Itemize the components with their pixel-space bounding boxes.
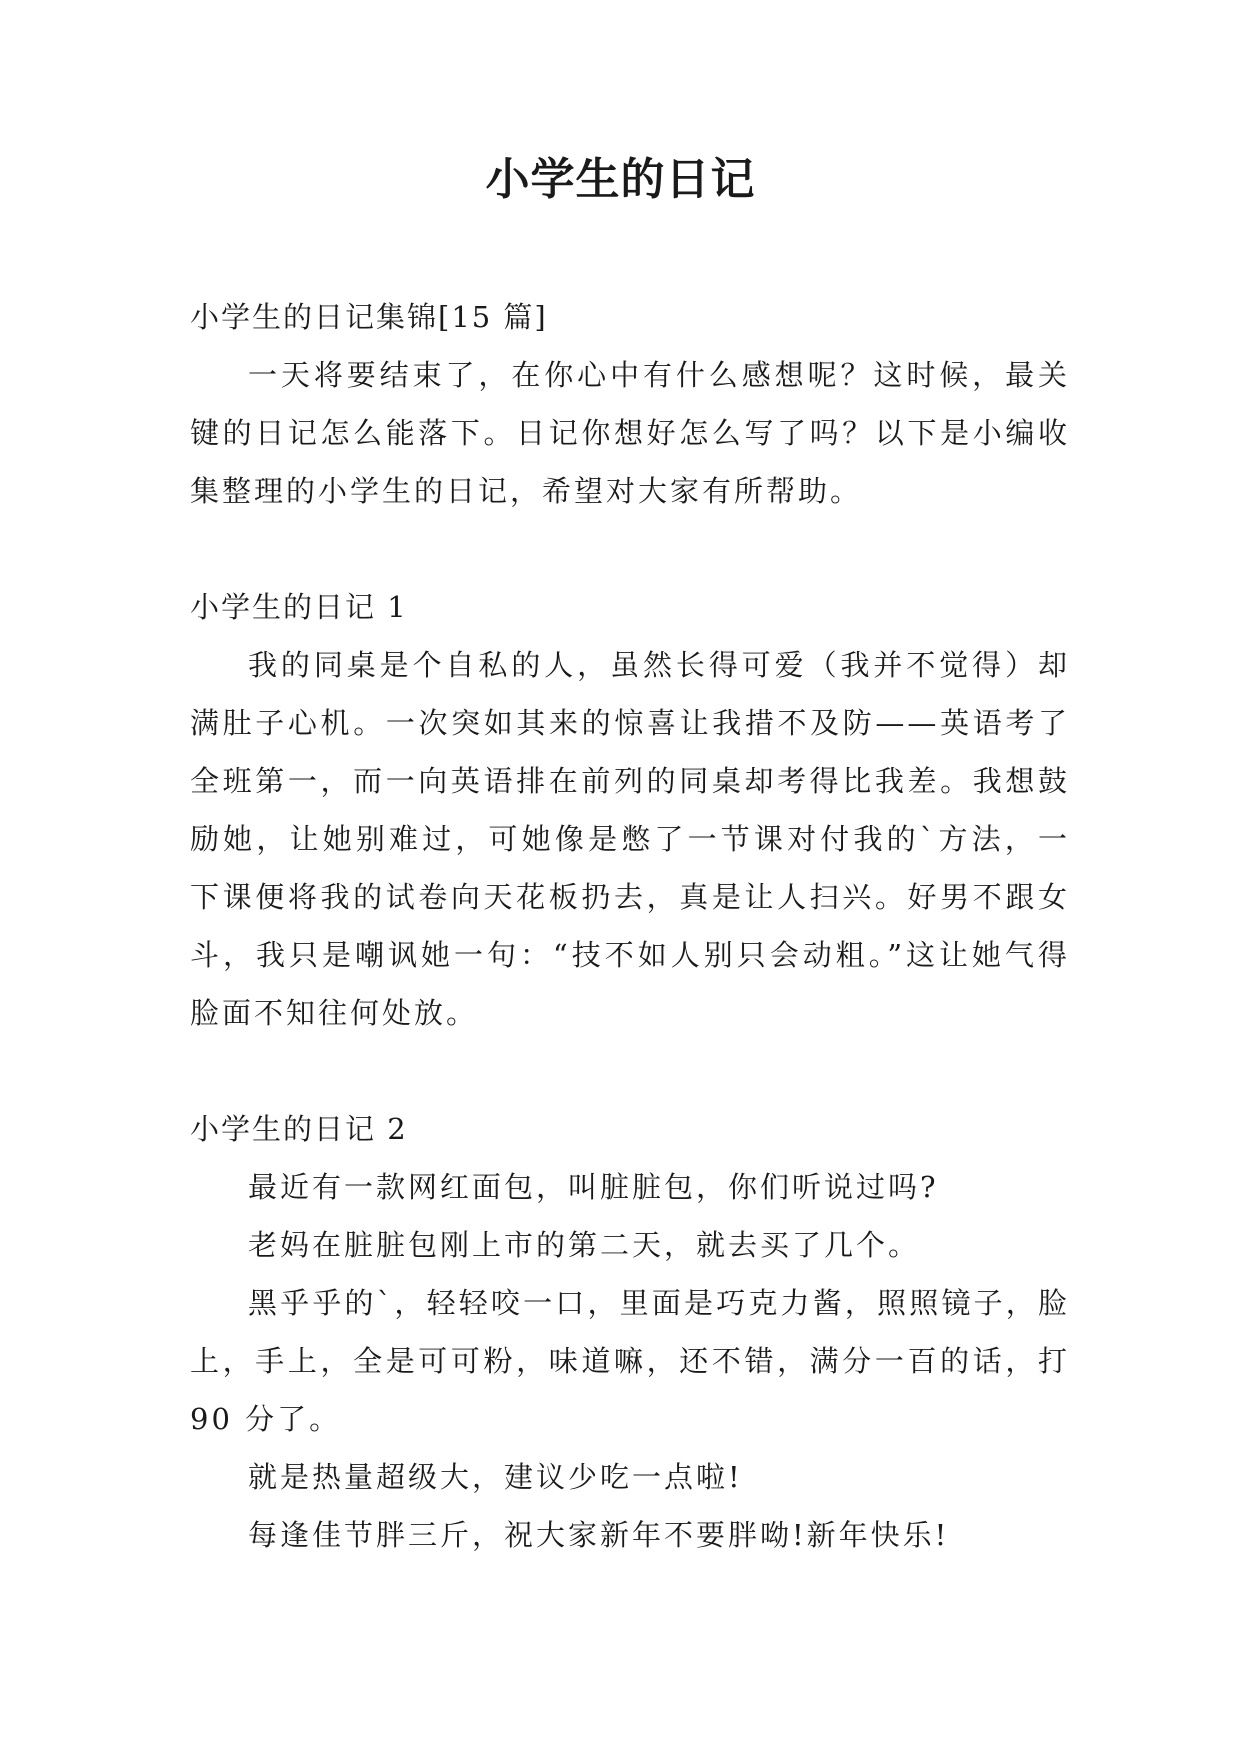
- intro-heading: 小学生的日记集锦[15 篇]: [190, 300, 548, 334]
- intro-section: [190, 288, 1070, 520]
- entry-2-paragraph-5: 每逢佳节胖三斤，祝大家新年不要胖呦!新年快乐!: [248, 1518, 950, 1552]
- entry-2-section: [190, 1100, 1070, 1564]
- entry-1-heading: 小学生的日记 1: [190, 590, 408, 624]
- entry-2-paragraph-2: 老妈在脏脏包刚上市的第二天，就去买了几个。: [248, 1228, 921, 1262]
- entry-2-paragraph-3: 黑乎乎的`，轻轻咬一口，里面是巧克力酱，照照镜子，脸上，手上，全是可可粉，味道嘛，还不错，满分一百的话，打 90 分了。: [190, 1286, 1070, 1436]
- entry-2-heading: 小学生的日记 2: [190, 1112, 408, 1146]
- document-body: [190, 288, 1070, 1564]
- section-spacer: [190, 1042, 1070, 1100]
- entry-2-paragraph-4: 就是热量超级大，建议少吃一点啦!: [248, 1460, 743, 1494]
- entry-2-paragraph-1: 最近有一款网红面包，叫脏脏包，你们听说过吗?: [248, 1170, 939, 1204]
- intro-paragraph: 一天将要结束了，在你心中有什么感想呢？这时候，最关键的日记怎么能落下。日记你想好怎么写了吗？以下是小编收集整理的小学生的日记，希望对大家有所帮助。: [190, 358, 1070, 508]
- entry-1-section: [190, 578, 1070, 1042]
- section-spacer: [190, 520, 1070, 578]
- entry-1-paragraph: 我的同桌是个自私的人，虽然长得可爱（我并不觉得）却满肚子心机。一次突如其来的惊喜让我措不及防——英语考了全班第一，而一向英语排在前列的同桌却考得比我差。我想鼓励她，让她别难过，可她像是憋了一节课对付我的`方法，一下课便将我的试卷向天花板扔去，真是让人扫兴。好男不跟女斗，我只是嘲讽她一句：“技不如人别只会动粗。”这让她气得脸面不知往何处放。: [190, 648, 1070, 1030]
- document-title: 小学生的日记: [485, 154, 756, 205]
